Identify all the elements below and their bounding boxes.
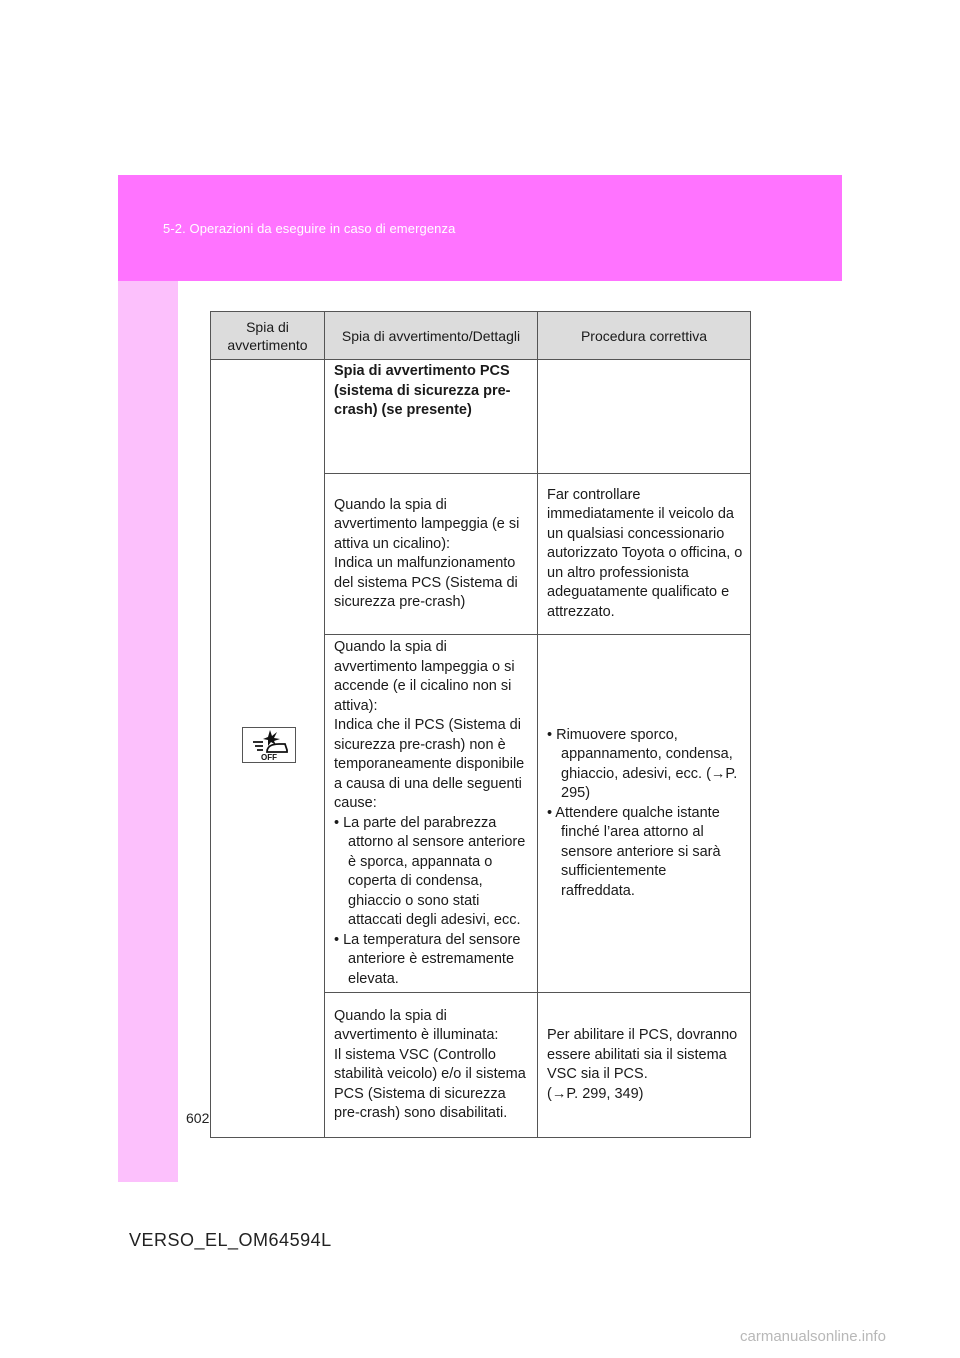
detail-cell <box>325 993 538 1138</box>
action-bullet: • Rimuovere sporco, appannamento, condensa, ghiaccio, adesivi, ecc. (→P. 295) <box>547 726 738 802</box>
document-code: VERSO_EL_OM64594L <box>129 1230 332 1250</box>
pcs-warning-icon <box>242 727 296 763</box>
icon-cell <box>211 360 325 1138</box>
page-number: 602 <box>186 1110 210 1126</box>
detail-cell <box>325 474 538 635</box>
detail-bullet: • La parte del parabrezza attorno al sensore anteriore è sporca, appannata o coperta di condensa, ghiaccio o sono stati attaccati degli adesivi, ecc. <box>334 814 526 928</box>
action-text: Far controllare immediatamente il veicolo da un qualsiasi concessionario autorizzato Toyota o officina, o un altro professionista adeguatamente qualificato e attrezzato. <box>547 486 743 620</box>
col-header-procedure: Procedura correttiva <box>538 312 751 360</box>
detail-text: Il sistema VSC (Controllo stabilità veicolo) e/o il sistema PCS (Sistema di sicurezza pre-crash) sono disabilitati. <box>334 1046 526 1121</box>
detail-text: Quando la spia di avvertimento è illuminata: <box>334 1007 499 1043</box>
detail-cell <box>325 635 538 993</box>
action-bullet: • Attendere qualche istante finché l’area attorno al sensore anteriore si sarà sufficientemente raffreddata. <box>547 804 721 899</box>
detail-text: Indica un malfunzionamento del sistema PCS (Sistema di sicurezza pre-crash) <box>334 555 518 610</box>
detail-text: Indica che il PCS (Sistema di sicurezza pre-crash) non è temporaneamente disponibile a causa di una delle seguenti cause: <box>334 717 525 811</box>
col-header-light: Spia di avvertimento <box>211 312 325 360</box>
action-cell <box>538 474 751 635</box>
col-header-details: Spia di avvertimento/Dettagli <box>325 312 538 360</box>
detail-text: Quando la spia di avvertimento lampeggia o si accende (e il cicalino non si attiva): <box>334 639 515 714</box>
warning-title: Spia di avvertimento PCS (sistema di sicurezza pre-crash) (se presente) <box>325 360 538 474</box>
action-text: (→P. 299, 349) <box>547 1085 644 1102</box>
section-header: 5-2. Operazioni da eseguire in caso di emergenza <box>163 221 456 236</box>
table-row <box>211 360 751 474</box>
detail-bullet: • La temperatura del sensore anteriore è estremamente elevata. <box>334 931 521 987</box>
action-cell <box>538 993 751 1138</box>
side-band <box>118 281 178 1182</box>
empty-cell <box>538 360 751 474</box>
table-header-row <box>211 312 751 360</box>
warning-light-table <box>210 311 751 1138</box>
action-cell <box>538 635 751 993</box>
pcs-icon-label: OFF <box>261 753 277 763</box>
watermark-text: carmanualsonline.info <box>740 1328 886 1345</box>
action-text: Per abilitare il PCS, dovranno essere abilitati sia il sistema VSC sia il PCS. <box>547 1027 738 1082</box>
detail-text: Quando la spia di avvertimento lampeggia (e si attiva un cicalino): <box>334 496 520 552</box>
